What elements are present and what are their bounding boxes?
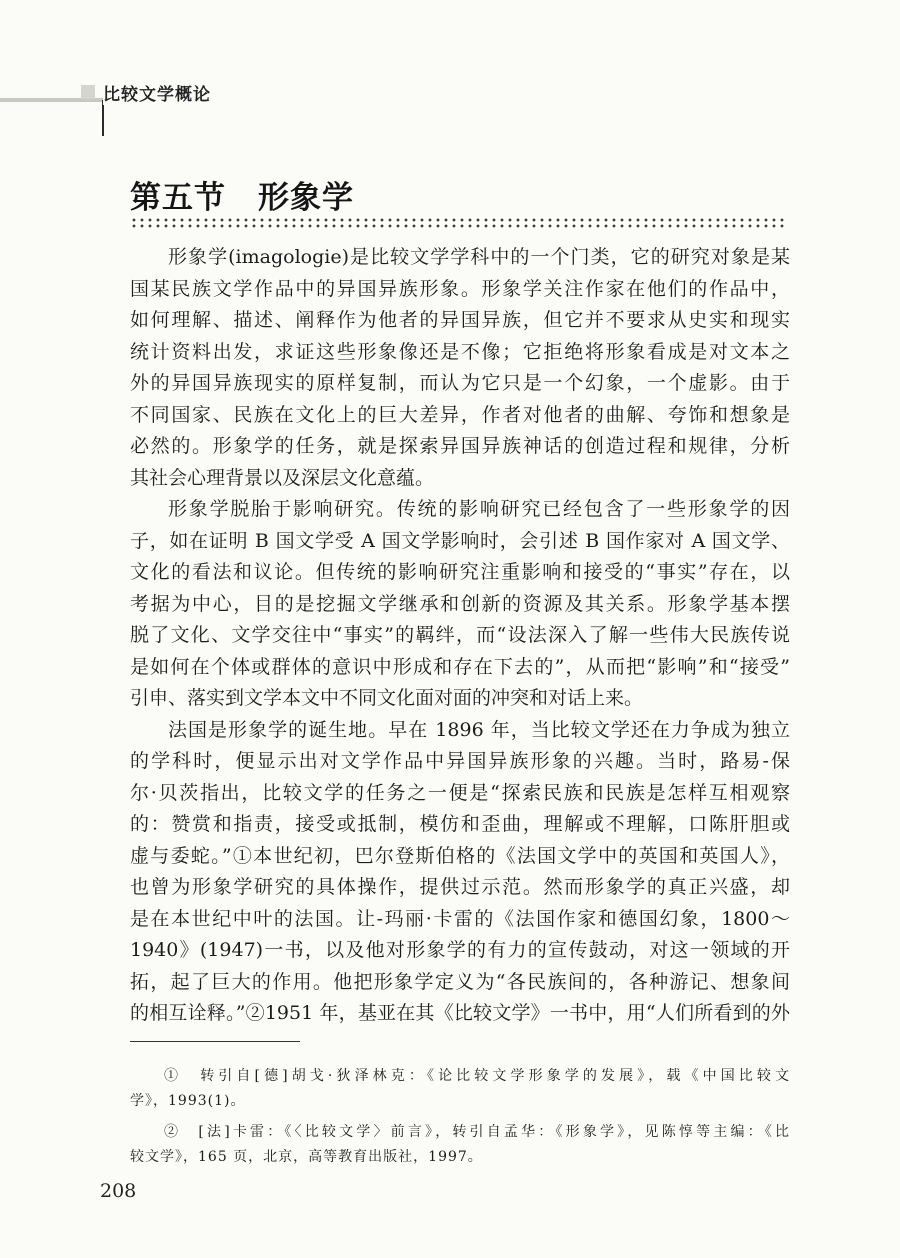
- footnote-1: [130, 1064, 790, 1114]
- text-line: 如何理解、描述、阐释作为他者的异国异族，但它并不要求从史实和现实: [130, 309, 790, 331]
- paragraph-1: [130, 242, 790, 494]
- running-header: [0, 0, 900, 140]
- book-title: 比较文学概论: [103, 80, 215, 105]
- section-title: 第五节 形象学: [130, 180, 354, 216]
- paragraph-3: [130, 715, 790, 1030]
- text-line: 统计资料出发，求证这些形象像还是不像；它拒绝将形象看成是对文本之: [130, 340, 790, 363]
- text-line: 必然的。形象学的任务，就是探索异国异族神话的创造过程和规律，分析: [130, 435, 790, 457]
- text-line: 国某民族文学作品中的异国异族形象。形象学关注作家在他们的作品中，: [130, 277, 790, 300]
- header-divider: [102, 100, 104, 136]
- footnote-line: ② [法]卡雷：《〈比较文学〉前言》，转引自孟华：《形象学》，见陈惇等主编：《比: [164, 1124, 790, 1140]
- text-line: 不同国家、民族在文化上的巨大差异，作者对他者的曲解、夸饰和想象是: [130, 403, 790, 426]
- text-line: 脱了文化、文学交往中“事实”的羁绊，而“设法深入了解一些伟大民族传说: [130, 624, 790, 646]
- body-text: [130, 242, 790, 1030]
- text-line: 其社会心理背景以及深层文化意蕴。: [130, 466, 435, 489]
- dotted-rule: [130, 217, 785, 229]
- text-line: 形象学(imagologie)是比较文学学科中的一个门类，它的研究对象是某: [168, 246, 790, 268]
- text-line: 1940》(1947)一书，以及他对形象学的有力的宣传鼓动，对这一领域的开: [130, 939, 790, 961]
- text-line: 引申、落实到文学本文中不同文化面对面的冲突和对话上来。: [130, 687, 644, 709]
- footnote-rule: [130, 1041, 300, 1042]
- text-line: 子，如在证明 B 国文学受 A 国文学影响时，会引述 B 国作家对 A 国文学、: [130, 529, 790, 552]
- footnote-2: [130, 1120, 790, 1170]
- text-line: 尔·贝茨指出，比较文学的任务之一便是“探索民族和民族是怎样互相观察: [130, 781, 790, 804]
- text-line: 法国是形象学的诞生地。早在 1896 年，当比较文学还在力争成为独立: [168, 718, 790, 741]
- page-number: 208: [100, 1180, 137, 1202]
- text-line: 拓，起了巨大的作用。他把形象学定义为“各民族间的，各种游记、想象间: [130, 970, 790, 993]
- text-line: 文化的看法和议论。但传统的影响研究注重影响和接受的“事实”存在，以: [130, 561, 790, 583]
- text-line: 的学科时，便显示出对文学作品中异国异族形象的兴趣。当时，路易-保: [130, 750, 790, 772]
- footnote-line: ① 转引自[德]胡戈·狄泽林克：《论比较文学形象学的发展》，载《中国比较文: [164, 1068, 790, 1084]
- header-square-icon: [81, 85, 95, 99]
- text-line: 也曾为形象学研究的具体操作，提供过示范。然而形象学的真正兴盛，却: [130, 876, 790, 898]
- footnote-line: 学》，1993(1)。: [130, 1093, 246, 1109]
- text-line: 是如何在个体或群体的意识中形成和存在下去的”，从而把“影响”和“接受”: [130, 655, 790, 678]
- text-line: 的相互诠释。”②1951 年，基亚在其《比较文学》一书中，用“人们所看到的外: [130, 1002, 790, 1024]
- text-line: 形象学脱胎于影响研究。传统的影响研究已经包含了一些形象学的因: [168, 498, 790, 520]
- text-line: 外的异国异族现实的原样复制，而认为它只是一个幻象，一个虚影。由于: [130, 372, 790, 394]
- footnotes: [130, 1064, 790, 1176]
- paragraph-2: [130, 494, 790, 715]
- text-line: 的：赞赏和指责，接受或抵制，模仿和歪曲，理解或不理解，口陈肝胆或: [130, 813, 790, 835]
- text-line: 虚与委蛇。”①本世纪初，巴尔登斯伯格的《法国文学中的英国和英国人》，: [130, 844, 790, 867]
- text-line: 考据为中心，目的是挖掘文学继承和创新的资源及其关系。形象学基本摆: [130, 592, 790, 615]
- footnote-line: 较文学》，165 页，北京，高等教育出版社，1997。: [130, 1149, 483, 1165]
- text-line: 是在本世纪中叶的法国。让-玛丽·卡雷的《法国作家和德国幻象，1800～: [130, 907, 790, 930]
